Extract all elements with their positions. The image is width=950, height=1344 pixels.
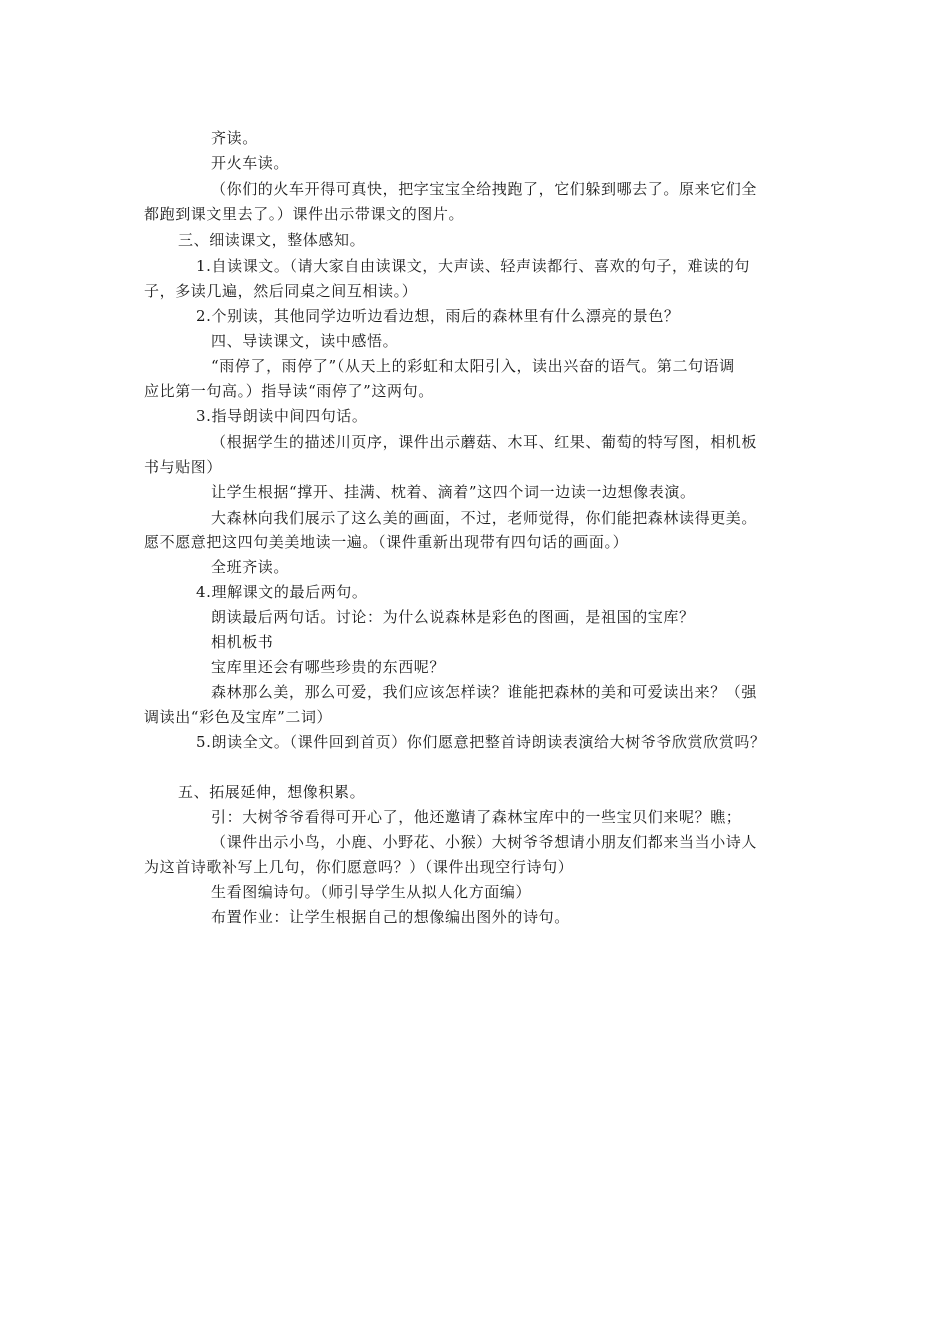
text-line: （课件出示小鸟，小鹿、小野花、小猴）大树爷爷想请小朋友们都来当当小诗人 <box>211 833 758 851</box>
section-heading: 四、导读课文，读中感悟。 <box>211 332 399 350</box>
text-line: 让学生根据“撑开、挂满、枕着、滴着”这四个词一边读一边想像表演。 <box>211 483 696 501</box>
text-line: 朗读最后两句话。讨论：为什么说森林是彩色的图画，是祖国的宝库？ <box>211 608 695 626</box>
text-line: 开火车读。 <box>211 154 290 172</box>
text-line: 为这首诗歌补写上几句，你们愿意吗？）（课件出现空行诗句） <box>144 858 574 876</box>
text-line: 宝库里还会有哪些珍贵的东西呢？ <box>211 658 446 676</box>
text-line: 布置作业：让学生根据自己的想像编出图外的诗句。 <box>211 908 570 926</box>
text-line: 森林那么美，那么可爱，我们应该怎样读？谁能把森林的美和可爱读出来？（强 <box>211 683 758 701</box>
text-line: 应比第一句高。）指导读“雨停了”这两句。 <box>144 382 434 400</box>
text-line: 2.个别读，其他同学边听边看边想，雨后的森林里有什么漂亮的景色？ <box>196 307 680 325</box>
text-line: 5.朗读全文。（课件回到首页）你们愿意把整首诗朗读表演给大树爷爷欣赏欣赏吗？ <box>196 733 766 751</box>
section-heading: 三、细读课文，整体感知。 <box>178 231 366 249</box>
text-line: 调读出“彩色及宝库”二词） <box>144 708 333 726</box>
text-line: 3.指导朗读中间四句话。 <box>196 407 368 425</box>
text-line: 生看图编诗句。（师引导学生从拟人化方面编） <box>211 883 532 901</box>
text-line: 都跑到课文里去了。）课件出示带课文的图片。 <box>144 205 465 223</box>
text-line: 相机板书 <box>211 633 274 651</box>
text-line: 书与贴图） <box>144 458 223 476</box>
text-line: 齐读。 <box>211 129 258 147</box>
text-line: 1.自读课文。（请大家自由读课文，大声读、轻声读都行、喜欢的句子，难读的句 <box>196 257 751 275</box>
text-line: （你们的火车开得可真快，把字宝宝全给拽跑了，它们躲到哪去了。原来它们全 <box>211 180 758 198</box>
text-line: 子，多读几遍，然后同桌之间互相读。） <box>144 282 418 300</box>
text-line: 全班齐读。 <box>211 558 290 576</box>
text-line: 愿不愿意把这四句美美地读一遍。（课件重新出现带有四句话的画面。） <box>144 533 629 551</box>
text-line: 引：大树爷爷看得可开心了，他还邀请了森林宝库中的一些宝贝们来呢？瞧； <box>211 808 742 826</box>
text-line: 大森林向我们展示了这么美的画面，不过，老师觉得，你们能把森林读得更美。 <box>211 509 758 527</box>
text-line: “雨停了，雨停了”（从天上的彩虹和太阳引入，读出兴奋的语气。第二句语调 <box>211 357 735 375</box>
text-line: 4.理解课文的最后两句。 <box>196 583 368 601</box>
text-line: （根据学生的描述川页序，课件出示蘑菇、木耳、红果、葡萄的特写图，相机板 <box>211 433 758 451</box>
section-heading: 五、拓展延伸，想像积累。 <box>178 783 366 801</box>
